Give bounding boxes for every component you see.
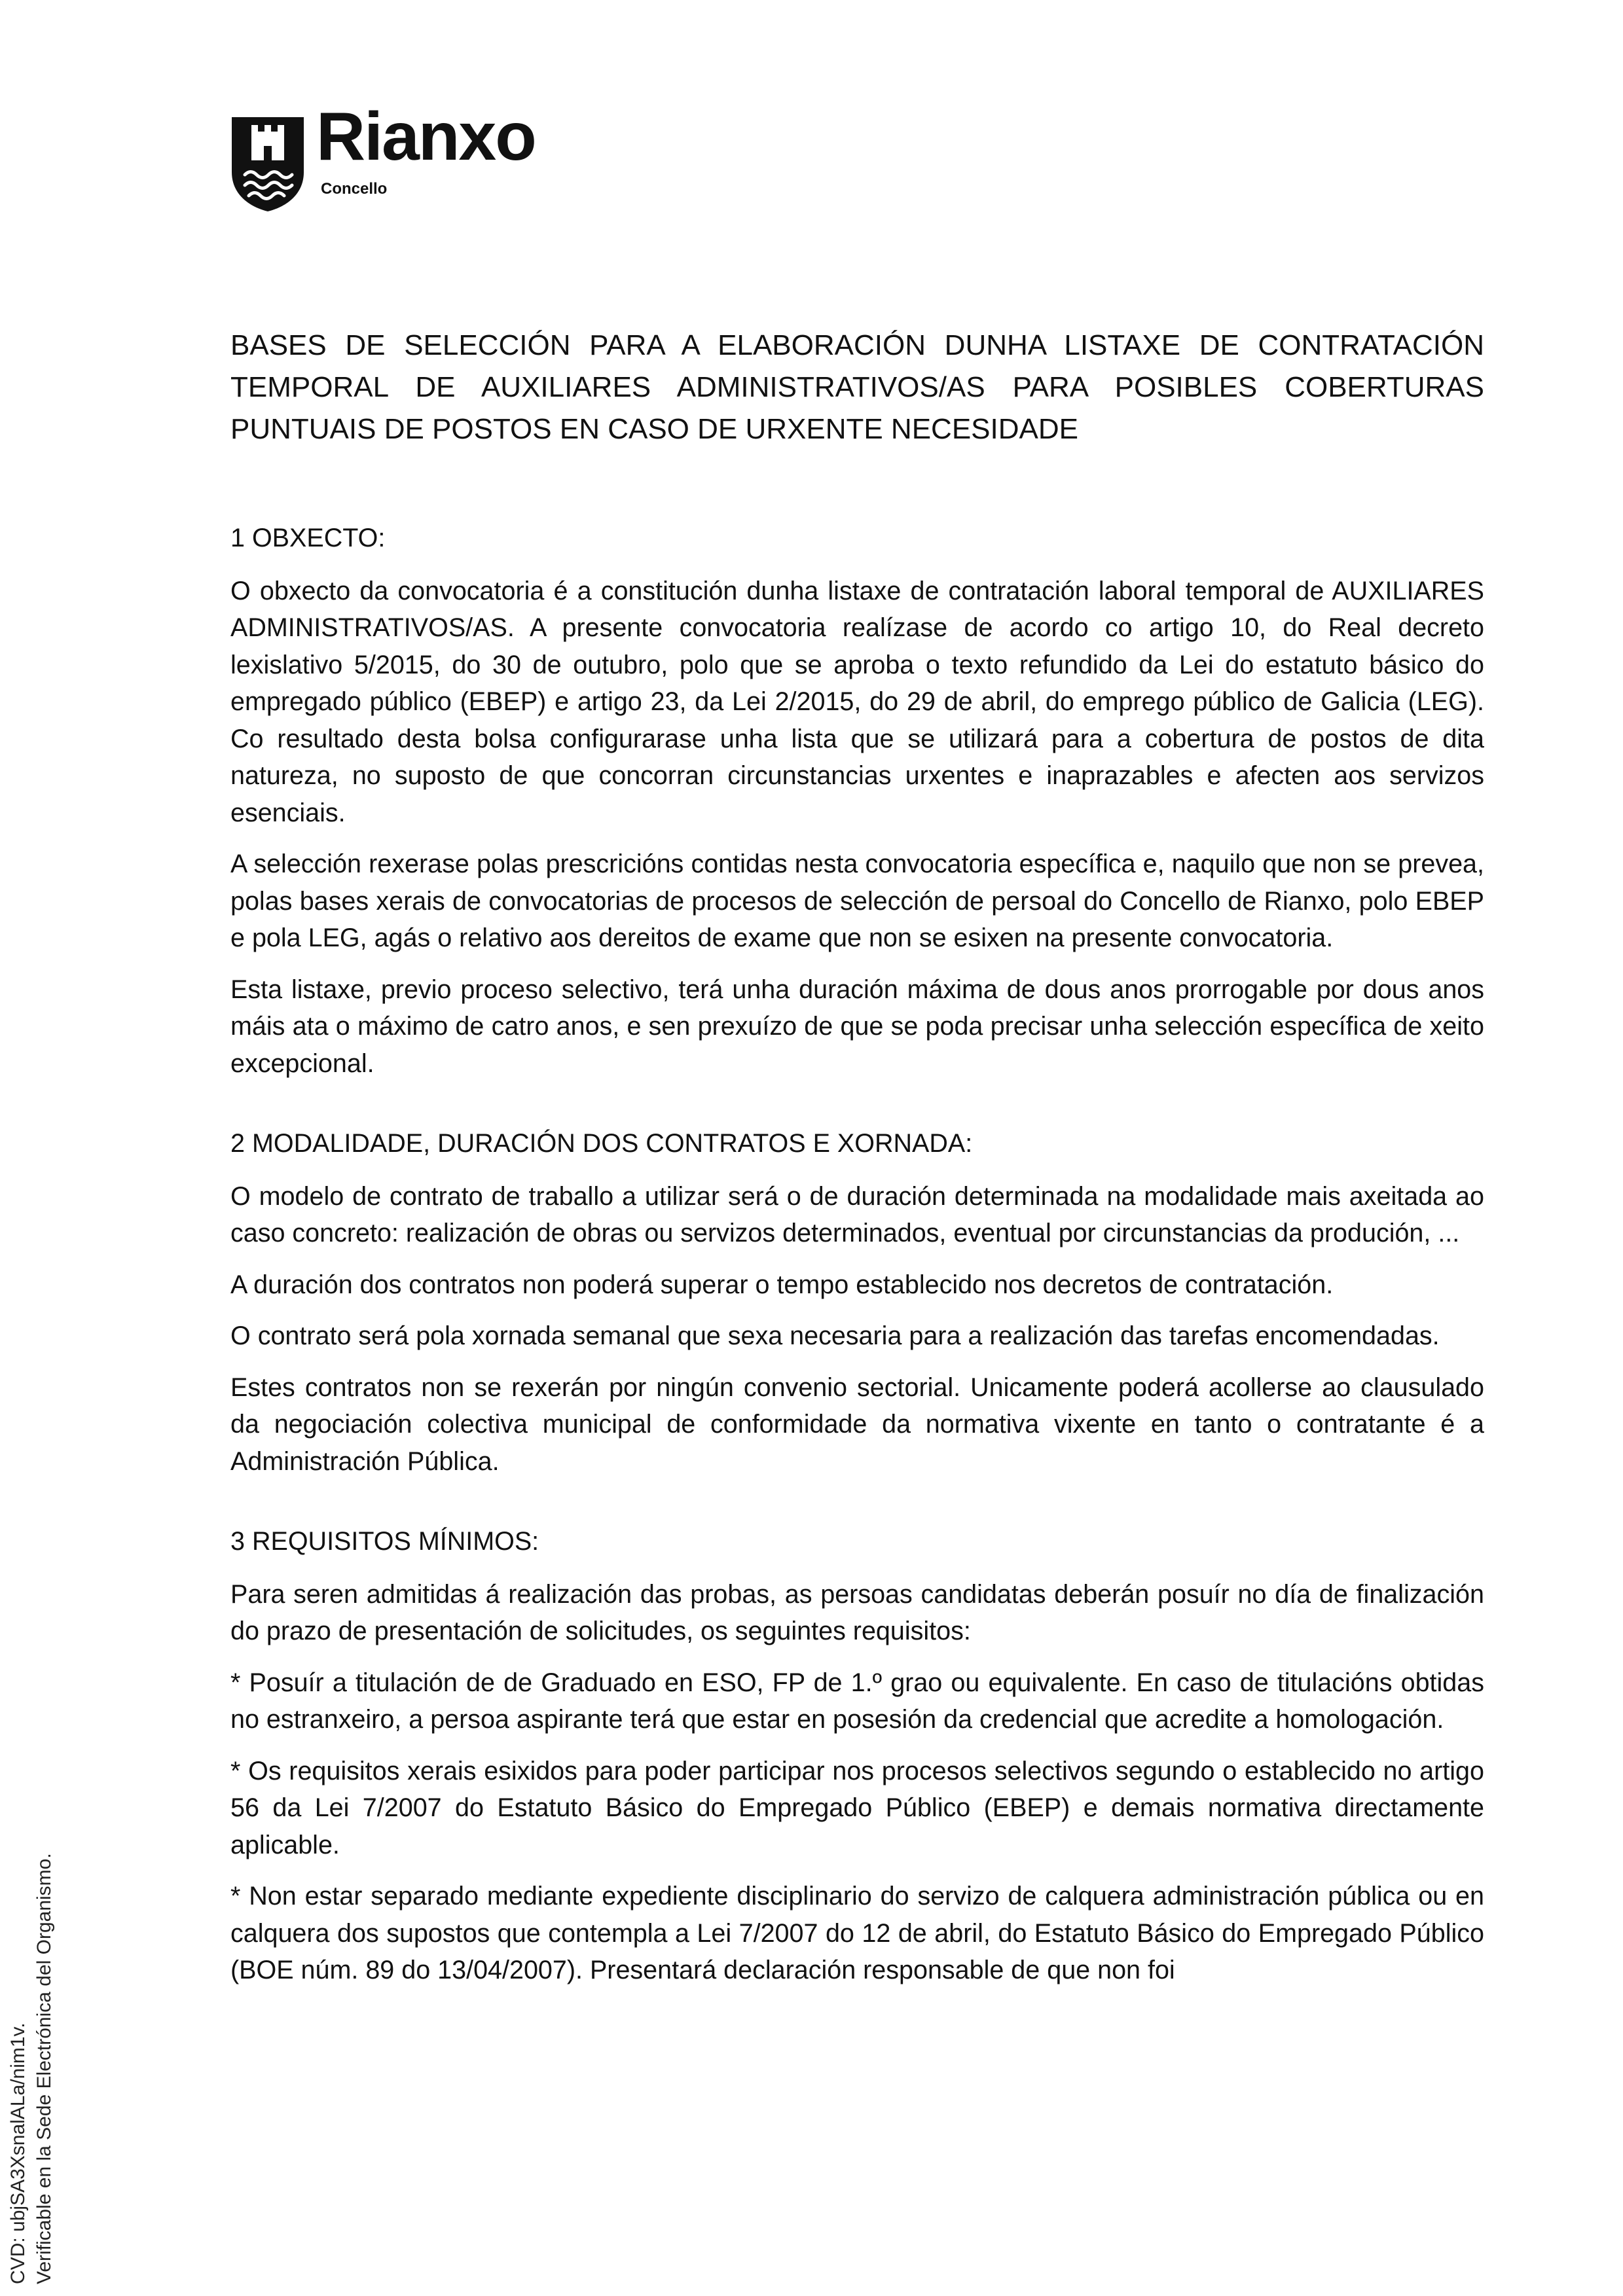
paragraph: O contrato será pola xornada semanal que sexa necesaria para a realización das tarefas encomendadas.	[230, 1321, 1440, 1350]
requirement-item: * Os requisitos xerais esixidos para poder participar nos procesos selectivos segundo o establecido no artigo 56 da Lei 7/2007 do Estatuto Básico do Empregado Público (EBEP) e demais normativa directamente aplicable.	[230, 1756, 1484, 1859]
verification-note: Verificable en la Sede Electrónica del Organismo.	[33, 1853, 55, 2284]
document-body	[230, 325, 1484, 2003]
section-heading: 2 MODALIDADE, DURACIÓN DOS CONTRATOS E XORNADA:	[230, 1129, 973, 1158]
document-title	[230, 325, 1484, 450]
title-line: TEMPORAL DE AUXILIARES ADMINISTRATIVOS/AS PARA POSIBLES COBERTURAS	[230, 371, 1484, 403]
verification-stamp	[5, 1853, 58, 2284]
rianxo-shield-icon	[229, 115, 306, 213]
paragraph: Esta listaxe, previo proceso selectivo, terá unha duración máxima de dous anos prorrogable por dous anos máis ata o máximo de catro anos, e sen prexuízo de que se poda precisar unha selección específica de xeito excepcional.	[230, 975, 1484, 1078]
requirement-item: * Posuír a titulación de de Graduado en ESO, FP de 1.º grao ou equivalente. En caso de titulacións obtidas no estranxeiro, a persoa aspirante terá que estar en posesión da credencial que acredite a homologación.	[230, 1668, 1484, 1734]
paragraph: O obxecto da convocatoria é a constitución dunha listaxe de contratación laboral temporal de AUXILIARES ADMINISTRATIVOS/AS. A presente convocatoria realízase de acordo co artigo 10, do Real decreto lexislativo 5/2015, do 30 de outubro, polo que se aproba o texto refundido da Lei do estatuto básico do empregado público (EBEP) e artigo 23, da Lei 2/2015, do 29 de abril, do emprego público de Galicia (LEG). Co resultado desta bolsa configurarase unha lista que se utilizará para a cobertura de postos de dita natureza, no suposto de que concorran circunstancias urxentes e inaprazables e afecten aos servizos esenciais.	[230, 576, 1484, 827]
requirement-item: * Non estar separado mediante expediente disciplinario do servizo de calquera administración pública ou en calquera dos supostos que contempla a Lei 7/2007 do 12 de abril, do Estatuto Básico do Empregado Público (BOE núm. 89 do 13/04/2007). Presentará declaración responsable de que non foi	[230, 1882, 1484, 1984]
section-requisitos	[230, 1523, 1484, 1989]
paragraph: Estes contratos non se rexerán por ningún convenio sectorial. Unicamente poderá acollerse ao clausulado da negociación colectiva municipal de conformidade da normativa vixente en tanto o contratante é a Administración Pública.	[230, 1372, 1484, 1476]
logo-subtitle: Concello	[321, 180, 388, 198]
paragraph: O modelo de contrato de traballo a utilizar será o de duración determinada na modalidade mais axeitada ao caso concreto: realización de obras ou servizos determinados, eventual por circunstancias da produción, ...	[230, 1181, 1484, 1247]
concello-logo	[229, 99, 583, 213]
logo-wordmark: Rianxo	[316, 99, 536, 175]
paragraph: A selección rexerase polas prescricións contidas nesta convocatoria específica e, naquilo que non se prevea, polas bases xerais de convocatorias de procesos de selección de persoal do Concello de Rianxo, polo EBEP e pola LEG, agás o relativo aos dereitos de exame que non se esixen na presente convocatoria.	[230, 850, 1484, 952]
title-line: BASES DE SELECCIÓN PARA A ELABORACIÓN DUNHA LISTAXE DE CONTRATACIÓN	[230, 329, 1484, 361]
title-line: PUNTUAIS DE POSTOS EN CASO DE URXENTE NECESIDADE	[230, 413, 1078, 445]
paragraph: A duración dos contratos non poderá superar o tempo establecido nos decretos de contratación.	[230, 1270, 1334, 1299]
section-obxecto	[230, 520, 1484, 1082]
section-heading: 3 REQUISITOS MÍNIMOS:	[230, 1527, 539, 1556]
paragraph: Para seren admitidas á realización das probas, as persoas candidatas deberán posuír no día de finalización do prazo de presentación de solicitudes, os seguintes requisitos:	[230, 1579, 1484, 1645]
section-heading: 1 OBXECTO:	[230, 524, 386, 552]
section-modalidade	[230, 1125, 1484, 1480]
verification-code: CVD: ubjSA3XsnalALa/nim1v.	[7, 2022, 29, 2284]
